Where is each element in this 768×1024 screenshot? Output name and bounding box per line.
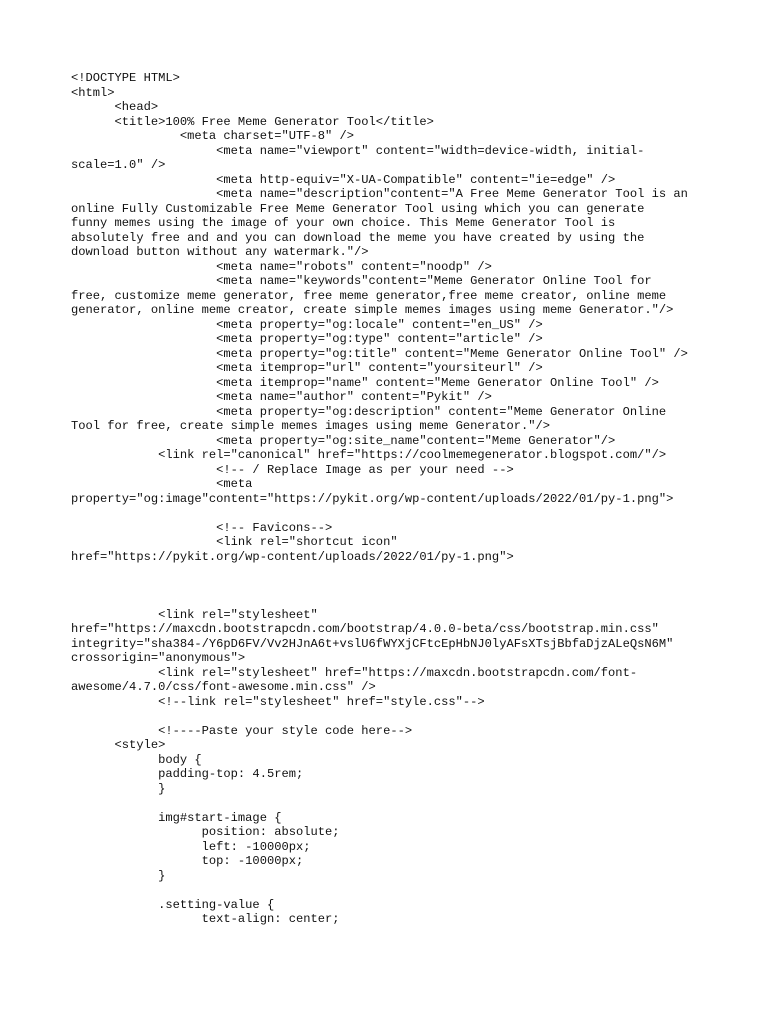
- code-line: online Fully Customizable Free Meme Generator Tool using which you can generate: [71, 201, 645, 216]
- code-line: <head>: [71, 100, 159, 114]
- code-line: <!-- / Replace Image as per your need -->: [71, 462, 514, 477]
- code-line: <meta: [71, 477, 253, 491]
- code-line: <meta property="og:title" content="Meme Generator Online Tool" />: [71, 346, 688, 361]
- html-source-code-block: [71, 71, 751, 927]
- code-line: <!DOCTYPE HTML>: [71, 71, 180, 85]
- code-line: [71, 564, 751, 579]
- code-line: property="og:image"content="https://pykit.org/wp-content/uploads/2022/01/py-1.png">: [71, 491, 674, 506]
- code-line: download button without any watermark."/>: [71, 245, 369, 259]
- code-line: crossorigin="anonymous">: [71, 651, 246, 665]
- code-line: <meta property="og:site_name"content="Meme Generator"/>: [71, 433, 616, 448]
- code-line: Tool for free, create simple memes images using meme Generator."/>: [71, 419, 550, 433]
- code-line: <meta itemprop="name" content="Meme Generator Online Tool" />: [71, 375, 659, 390]
- code-line: <meta name="viewport" content="width=device-width, initial-: [71, 143, 645, 158]
- code-line: <meta property="og:locale" content="en_US" />: [71, 317, 543, 332]
- code-line: free, customize meme generator, free meme generator,free meme creator, online meme: [71, 288, 667, 303]
- code-line: awesome/4.7.0/css/font-awesome.min.css" />: [71, 680, 376, 694]
- code-line: <meta name="description"content="A Free Meme Generator Tool is an: [71, 187, 688, 201]
- code-line: img#start-image {: [71, 810, 282, 825]
- code-line: scale=1.0" />: [71, 158, 166, 172]
- code-line: <meta property="og:description" content="Meme Generator Online: [71, 404, 667, 419]
- code-line: <!----Paste your style code here-->: [71, 723, 413, 738]
- code-line: .setting-value {: [71, 897, 275, 912]
- code-line: <meta name="author" content="Pykit" />: [71, 390, 492, 404]
- code-line: <style>: [71, 738, 166, 752]
- code-line: position: absolute;: [71, 825, 340, 839]
- code-line: [71, 593, 751, 608]
- code-line: [71, 883, 751, 898]
- code-line: left: -10000px;: [71, 839, 311, 854]
- code-line: padding-top: 4.5rem;: [71, 767, 304, 781]
- code-line: <meta name="robots" content="noodp" />: [71, 259, 492, 274]
- code-line: <meta property="og:type" content="article" />: [71, 332, 543, 346]
- code-line: <!--link rel="stylesheet" href="style.css"-->: [71, 694, 485, 709]
- code-line: }: [71, 868, 166, 883]
- code-line: href="https://pykit.org/wp-content/uploads/2022/01/py-1.png">: [71, 549, 514, 564]
- code-line: href="https://maxcdn.bootstrapcdn.com/bootstrap/4.0.0-beta/css/bootstrap.min.css": [71, 622, 659, 636]
- code-line: [71, 506, 751, 521]
- code-line: top: -10000px;: [71, 854, 304, 868]
- code-line: integrity="sha384-/Y6pD6FV/Vv2HJnA6t+vslU6fWYXjCFtcEpHbNJ0lyAFsXTsjBbfaDjzALeQsN6M": [71, 636, 674, 651]
- code-line: <html>: [71, 85, 115, 100]
- code-line: <meta name="keywords"content="Meme Generator Online Tool for: [71, 274, 652, 288]
- code-line: body {: [71, 752, 202, 767]
- code-line: [71, 709, 751, 724]
- code-line: funny memes using the image of your own choice. This Meme Generator Tool is: [71, 216, 616, 230]
- code-line: <link rel="stylesheet" href="https://maxcdn.bootstrapcdn.com/font-: [71, 665, 638, 680]
- code-line: text-align: center;: [71, 912, 340, 926]
- code-line: <title>100% Free Meme Generator Tool</title>: [71, 114, 434, 129]
- code-line: [71, 579, 751, 594]
- code-line: [71, 796, 751, 811]
- code-line: <link rel="shortcut icon": [71, 535, 398, 549]
- code-line: <meta charset="UTF-8" />: [71, 129, 355, 143]
- code-line: <link rel="canonical" href="https://coolmemegenerator.blogspot.com/"/>: [71, 448, 667, 462]
- code-line: <link rel="stylesheet": [71, 607, 318, 622]
- code-line: <meta itemprop="url" content="yoursiteurl" />: [71, 361, 543, 375]
- code-line: }: [71, 781, 166, 796]
- code-line: <meta http-equiv="X-UA-Compatible" content="ie=edge" />: [71, 172, 616, 187]
- code-line: <!-- Favicons-->: [71, 520, 333, 535]
- code-line: generator, online meme creator, create simple memes images using meme Generator."/>: [71, 303, 674, 317]
- code-line: absolutely free and and you can download the meme you have created by using the: [71, 230, 645, 245]
